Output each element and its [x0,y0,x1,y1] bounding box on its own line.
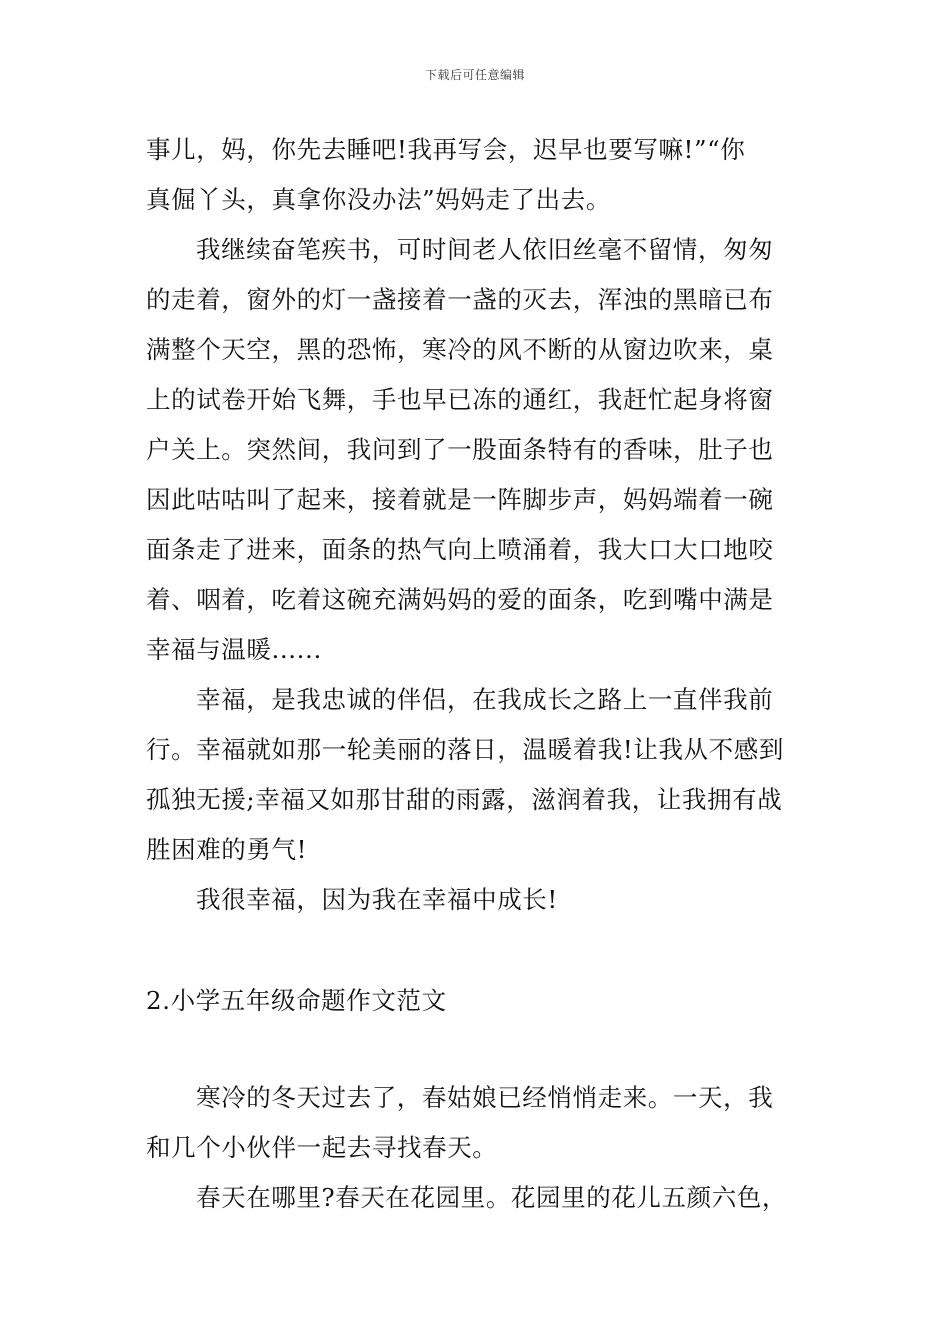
text-line-5: 满整个天空，黑的恐怖，寒冷的风不断的从窗边吹来，桌 [146,335,774,364]
text-line-9: 面条走了进来，面条的热气向上喷涌着，我大口大口地咬 [146,535,774,564]
paragraph-start-line: 寒冷的冬天过去了，春姑娘已经悄悄走来。一天，我 [196,1083,774,1112]
text-line-15: 胜困难的勇气! [146,835,308,864]
text-line-6: 上的试卷开始飞舞，手也早已冻的通红，我赶忙起身将窗 [146,385,774,414]
paragraph-start-line: 幸福，是我忠诚的伴侣，在我成长之路上一直伴我前 [196,685,774,714]
paragraph-start-line: 我继续奋笔疾书，可时间老人依旧丝毫不留情，匆匆 [196,235,774,264]
text-line-2: 真倔丫头，真拿你没办法”妈妈走了出去。 [146,185,611,214]
text-line-10: 着、咽着，吃着这碗充满妈妈的爱的面条，吃到嘴中满是 [146,585,774,614]
text-line-7: 户关上。突然间，我问到了一股面条特有的香味，肚子也 [146,435,774,464]
text-line-11: 幸福与温暖...... [146,635,322,664]
text-line-14: 孤独无援;幸福又如那甘甜的雨露，滋润着我，让我拥有战 [146,785,783,814]
paragraph-start-line: 我很幸福，因为我在幸福中成长! [196,885,558,914]
page-header: 下载后可任意编辑 [424,68,525,82]
text-line-13: 行。幸福就如那一轮美丽的落日，温暖着我!让我从不感到 [146,735,784,764]
text-line-1: 事儿，妈，你先去睡吧!我再写会，迟早也要写嘛!”“你 [146,135,746,164]
text-line-19: 和几个小伙伴一起去寻找春天。 [146,1133,498,1162]
section-heading: 2.小学五年级命题作文范文 [146,986,447,1015]
paragraph-start-line: 春天在哪里?春天在花园里。花园里的花儿五颜六色， [196,1183,788,1212]
text-line-4: 的走着，窗外的灯一盏接着一盏的灭去，浑浊的黑暗已布 [146,285,774,314]
text-line-8: 因此咕咕叫了起来，接着就是一阵脚步声，妈妈端着一碗 [146,485,774,514]
